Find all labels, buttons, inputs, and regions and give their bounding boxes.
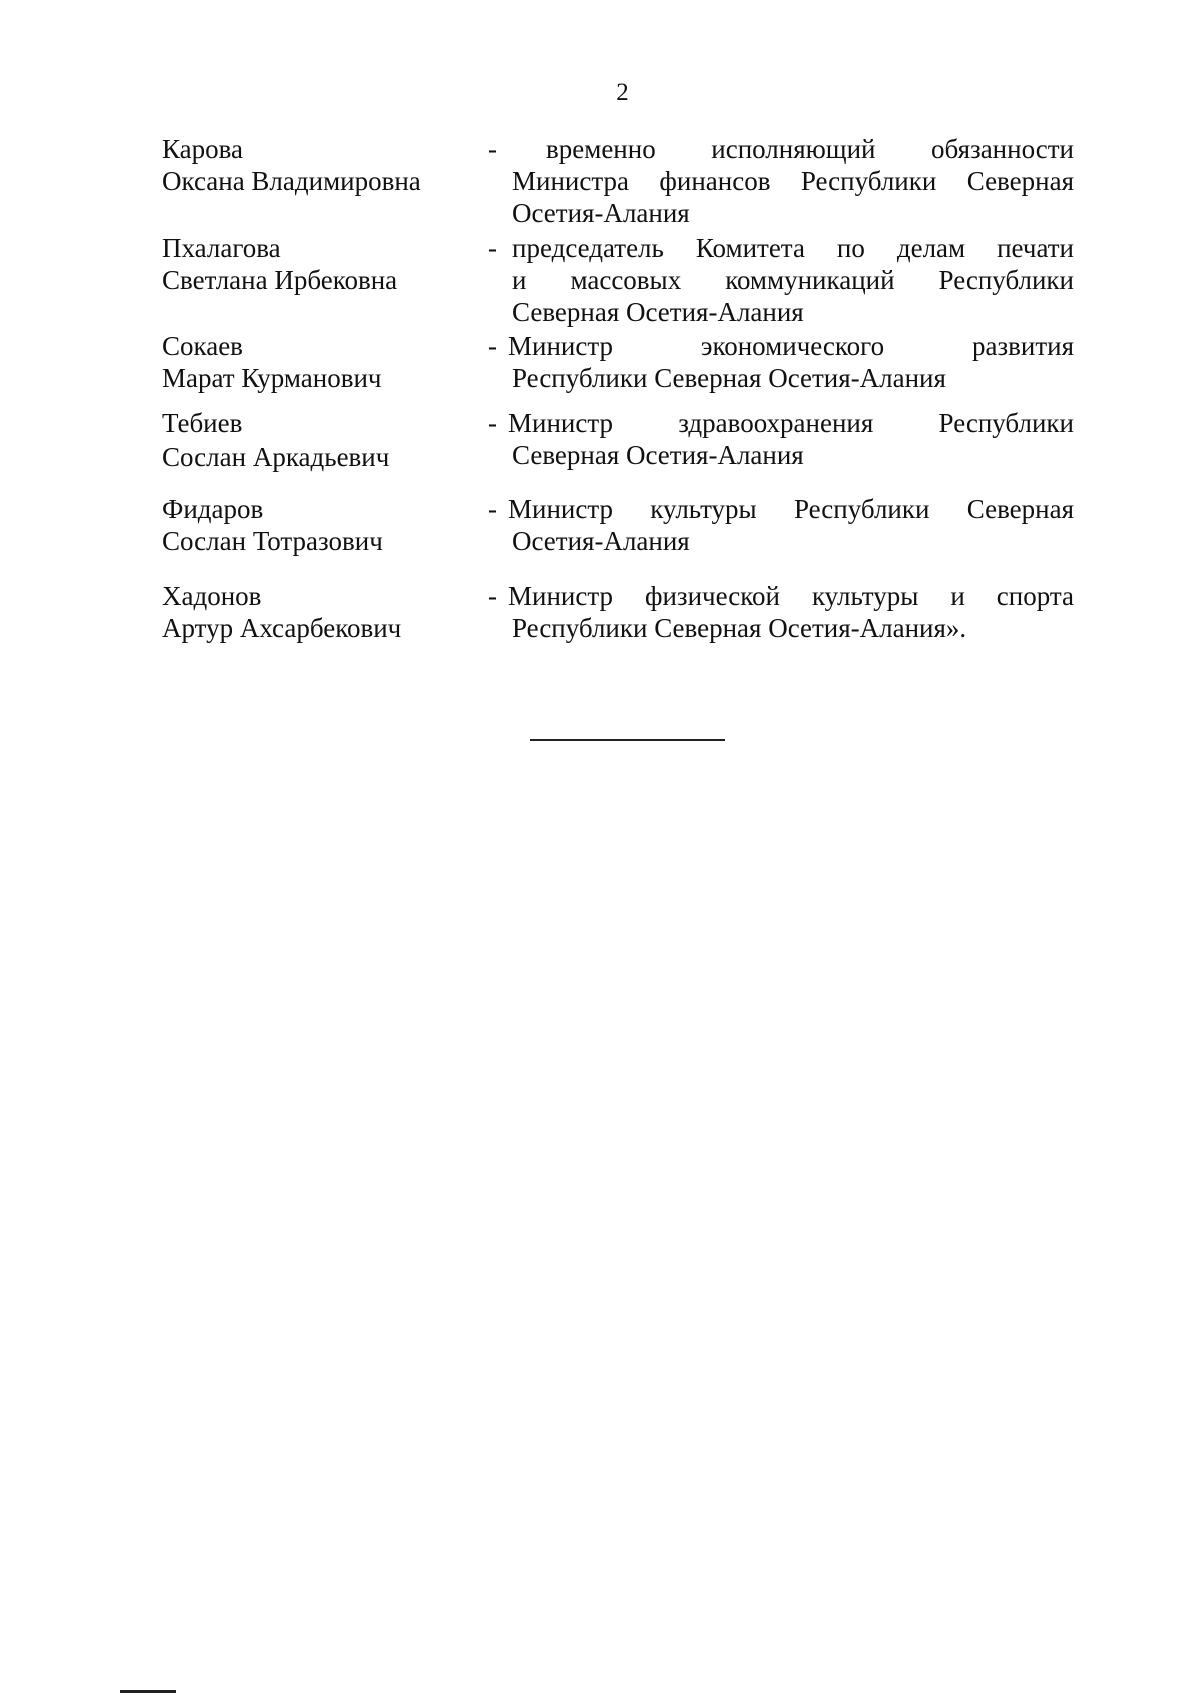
person-name [162, 407, 492, 473]
position-line: Министр культуры Республики Северная [508, 494, 1074, 524]
surname: Тебиев [162, 408, 243, 438]
position-line: Министр здравоохранения Республики [508, 408, 1074, 438]
dash-separator: - [488, 134, 497, 164]
position-line: Министр экономического развития [508, 331, 1074, 361]
page-edge-mark [120, 1690, 176, 1693]
given-names: Светлана Ирбековна [162, 265, 398, 295]
position-continuation: Северная Осетия-Алания [512, 440, 804, 470]
position-continuation: Республики Северная Осетия-Алания». [512, 613, 967, 643]
position-line: Министр физической культуры и спорта [508, 581, 1074, 611]
dash-separator: - [488, 331, 497, 361]
position-title [512, 232, 1074, 328]
position-continuation: Осетия-Алания [512, 526, 690, 556]
surname: Пхалагова [162, 233, 281, 263]
person-name [162, 330, 492, 394]
position-title [512, 133, 1074, 229]
surname: Хадонов [162, 581, 262, 611]
person-name [162, 232, 492, 296]
position-continuation: Министра финансов Республики Северная Осетия-Алания [512, 166, 1074, 228]
given-names: Сослан Аркадьевич [162, 442, 390, 472]
page-number: 2 [616, 79, 629, 106]
surname: Фидаров [162, 494, 264, 524]
surname: Карова [162, 134, 244, 164]
person-name [162, 133, 492, 197]
given-names: Сослан Тотразович [162, 526, 383, 556]
dash-separator: - [488, 408, 497, 438]
given-names: Оксана Владимировна [162, 166, 421, 196]
position-line: временно исполняющий обязанности [546, 134, 1074, 164]
person-name [162, 493, 492, 557]
surname: Сокаев [162, 331, 243, 361]
position-title [508, 407, 1074, 471]
position-title [508, 493, 1074, 557]
position-continuation: Республики Северная Осетия-Алания [512, 363, 946, 393]
person-name [162, 580, 492, 644]
dash-separator: - [488, 494, 497, 524]
end-separator-line [530, 739, 725, 741]
position-continuation: и массовых коммуникаций Республики Северная Осетия-Алания [512, 265, 1074, 327]
dash-separator: - [488, 581, 497, 611]
position-line: председатель Комитета по делам печати [512, 233, 1074, 263]
dash-separator: - [488, 233, 497, 263]
given-names: Артур Ахсарбекович [162, 613, 402, 643]
position-title [508, 330, 1074, 394]
given-names: Марат Курманович [162, 363, 382, 393]
position-title [508, 580, 1074, 644]
